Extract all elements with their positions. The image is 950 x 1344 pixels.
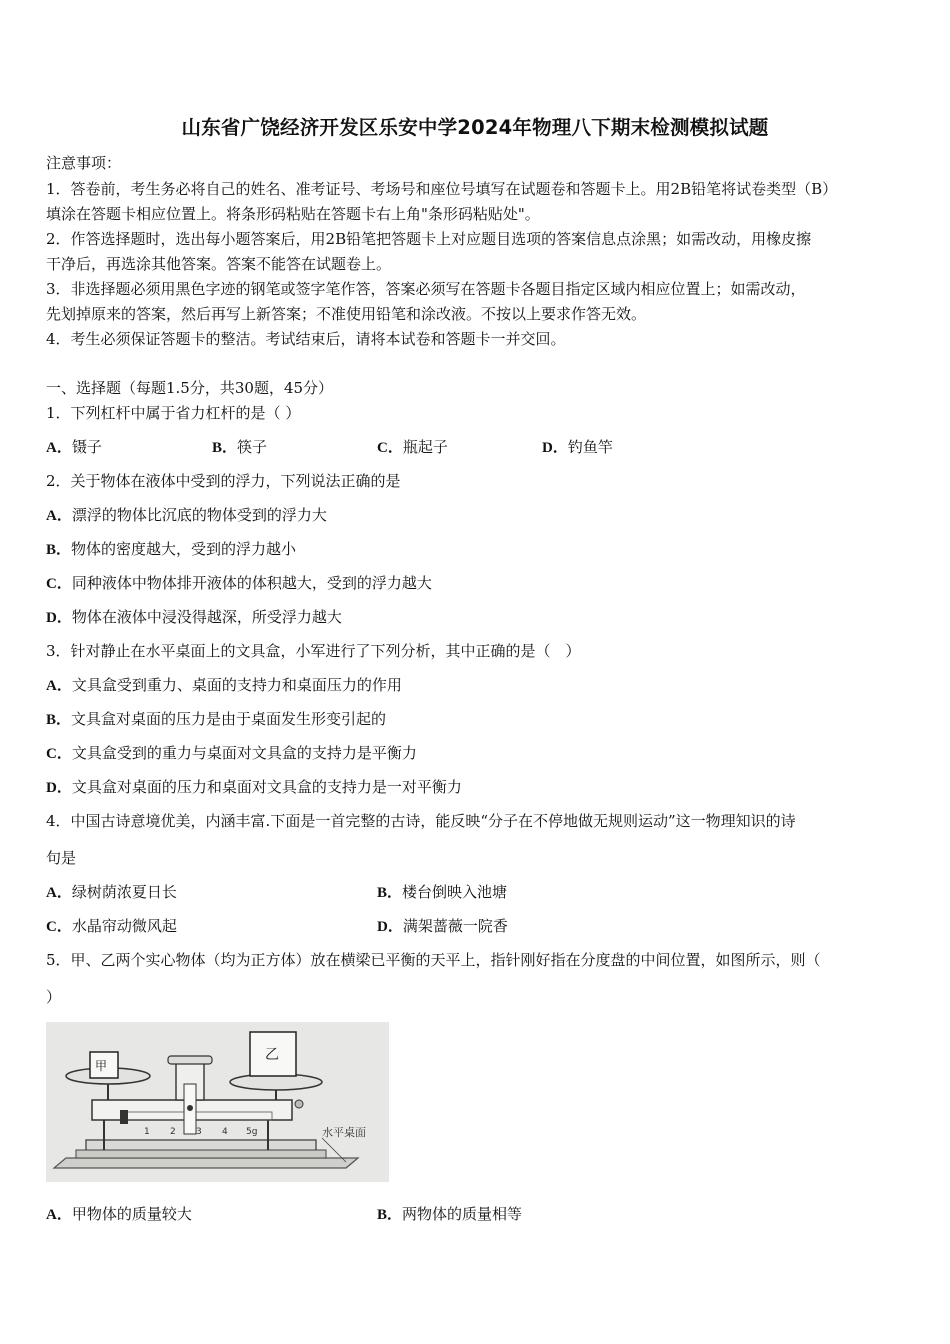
scale-mark: 4	[222, 1127, 228, 1137]
notice-line: 先划掉原来的答案，然后再写上新答案；不准使用铅笔和涂改液。不按以上要求作答无效。	[46, 305, 647, 323]
q4-option-a: A．绿树荫浓夏日长	[46, 883, 177, 901]
q2-option-d: D．物体在液体中浸没得越深，所受浮力越大	[46, 608, 342, 626]
q4-option-d: D．满架蔷薇一院香	[377, 917, 508, 935]
q5-option-b: B．两物体的质量相等	[377, 1205, 523, 1223]
scale-mark: 2	[170, 1127, 176, 1137]
table-surface	[54, 1158, 358, 1168]
question-4-stem-cont: 句是	[46, 849, 77, 867]
rider	[120, 1110, 128, 1124]
q1-option-c: C．瓶起子	[377, 438, 448, 456]
scale-mark: 1	[144, 1127, 150, 1137]
notice-line: 4．考生必须保证答题卡的整洁。考试结束后，请将本试卷和答题卡一并交回。	[46, 330, 566, 348]
notice-line: 3．非选择题必须用黑色字迹的钢笔或签字笔作答，答案必须写在答题卡各题目指定区域内相应位置上；如需改动，	[46, 280, 806, 298]
q3-option-a: A．文具盒受到重力、桌面的支持力和桌面压力的作用	[46, 676, 402, 694]
notice-heading: 注意事项：	[46, 154, 122, 172]
question-1-stem: 1．下列杠杆中属于省力杠杆的是（ ）	[46, 404, 301, 422]
q1-option-a: A．镊子	[46, 438, 102, 456]
q2-option-b: B．物体的密度越大，受到的浮力越小	[46, 540, 297, 558]
q1-option-d: D．钓鱼竿	[542, 438, 613, 456]
question-4-stem: 4．中国古诗意境优美，内涵丰富.下面是一首完整的古诗，能反映“分子在不停地做无规则运动”这一物理知识的诗	[46, 812, 796, 830]
notice-line: 填涂在答题卡相应位置上。将条形码粘贴在答题卡右上角"条形码粘贴处"。	[46, 205, 540, 223]
q5-option-a: A．甲物体的质量较大	[46, 1205, 192, 1223]
block-jia-label: 甲	[95, 1059, 108, 1073]
q1-option-b: B．筷子	[212, 438, 268, 456]
q4-option-c: C．水晶帘动微风起	[46, 917, 177, 935]
q3-option-d: D．文具盒对桌面的压力和桌面对文具盒的支持力是一对平衡力	[46, 778, 462, 796]
q2-option-c: C．同种液体中物体排开液体的体积越大，受到的浮力越大	[46, 574, 432, 592]
scale-mark: 3	[196, 1127, 202, 1137]
notice-line: 1．答卷前，考生务必将自己的姓名、准考证号、考场号和座位号填写在试题卷和答题卡上。用2B铅笔将试卷类型（B）	[46, 180, 838, 198]
q4-option-b: B．楼台倒映入池塘	[377, 883, 508, 901]
section-heading: 一、选择题（每题1.5分，共30题，45分）	[46, 379, 334, 397]
question-3-stem: 3．针对静止在水平桌面上的文具盒，小军进行了下列分析，其中正确的是（ ）	[46, 642, 581, 660]
block-yi-label: 乙	[265, 1047, 279, 1063]
question-5-stem: 5．甲、乙两个实心物体（均为正方体）放在横梁已平衡的天平上，指针刚好指在分度盘的中间位置，如图所示，则（	[46, 951, 821, 969]
q2-option-a: A．漂浮的物体比沉底的物体受到的浮力大	[46, 506, 327, 524]
notice-line: 2．作答选择题时，选出每小题答案后，用2B铅笔把答题卡上对应题目选项的答案信息点涂黑；如需改动，用橡皮擦	[46, 230, 812, 248]
exam-title: 山东省广饶经济开发区乐安中学2024年物理八下期末检测模拟试题	[181, 116, 769, 139]
question-5-stem-cont: ）	[46, 988, 62, 1006]
q3-option-c: C．文具盒受到的重力与桌面对文具盒的支持力是平衡力	[46, 744, 417, 762]
table-label: 水平桌面	[322, 1126, 366, 1139]
balance-figure	[46, 1022, 389, 1182]
question-2-stem: 2．关于物体在液体中受到的浮力，下列说法正确的是	[46, 472, 401, 490]
q3-option-b: B．文具盒对桌面的压力是由于桌面发生形变引起的	[46, 710, 387, 728]
notice-line: 干净后，再选涂其他答案。答案不能答在试题卷上。	[46, 255, 392, 273]
scale-mark: 5g	[246, 1127, 258, 1137]
